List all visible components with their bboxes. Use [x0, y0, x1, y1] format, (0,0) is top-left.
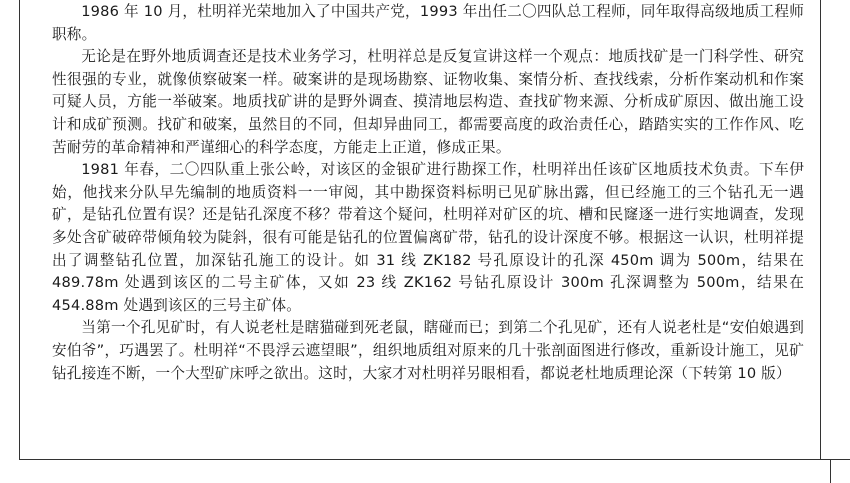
- page-edge-tick: [830, 459, 831, 483]
- page-edge-rule: [821, 459, 850, 460]
- paragraph-2: 无论是在野外地质调查还是技术业务学习，杜明祥总是反复宣讲这样一个观点：地质找矿是一门科学性、研究性很强的专业，就像侦察破案一样。破案讲的是现场勘察、证物收集、案情分析、查找线索，分析作案动机和作案可疑人员，方能一举破案。地质找矿讲的是野外调查、摸清地层构造、查找矿物来源、分析成矿原因、做出施工设计和成矿预测。找矿和破案，虽然目的不同，但却异曲同工，都需要高度的政治责任心，踏踏实实的工作作风、吃苦耐劳的革命精神和严谨细心的科学态度，方能走上正道，修成正果。: [52, 48, 804, 156]
- paragraph-3: 1981 年春，二〇四队重上张公岭，对该区的金银矿进行勘探工作，杜明祥出任该矿区地质技术负责。下车伊始，他找来分队早先编制的地质资料一一审阅，其中勘探资料标明已见矿脉出露，但已经施工的三个钻孔无一遇矿，是钻孔位置有误？还是钻孔深度不移？带着这个疑问，杜明祥对矿区的坑、槽和民窿逐一进行实地调查，发现多处含矿破碎带倾角较为陡斜，很有可能是钻孔的位置偏离矿带，钻孔的设计深度不够。根据这一认识，杜明祥提出了调整钻孔位置，加深钻孔施工的设计。如 31 线 ZK182 号孔原设计的孔深 450m 调为 500m，结果在 489.78m 处遇到该区的二号主矿体，又如 23 线 ZK162 号钻孔原设计 300m 孔深调整为 500m，结果在 454.88m 处遇到该区的三号主矿体。: [52, 161, 804, 314]
- paragraph-1: 1986 年 10 月，杜明祥光荣地加入了中国共产党，1993 年出任二〇四队总工程师，同年取得高级地质工程师职称。: [52, 3, 804, 43]
- paragraph-4: 当第一个孔见矿时，有人说老杜是瞎猫碰到死老鼠，瞎碰而已；到第二个孔见矿，还有人说老杜是“安伯娘遇到安伯爷”，巧遇罢了。杜明祥“不畏浮云遮望眼”，组织地质组对原来的几十张剖面图进行修改，重新设计施工，见矿钻孔接连不断，一个大型矿床呼之欲出。这时，大家才对杜明祥另眼相看，都说老杜地质理论深（下转第 10 版）: [52, 319, 804, 382]
- article-body: [52, 0, 804, 385]
